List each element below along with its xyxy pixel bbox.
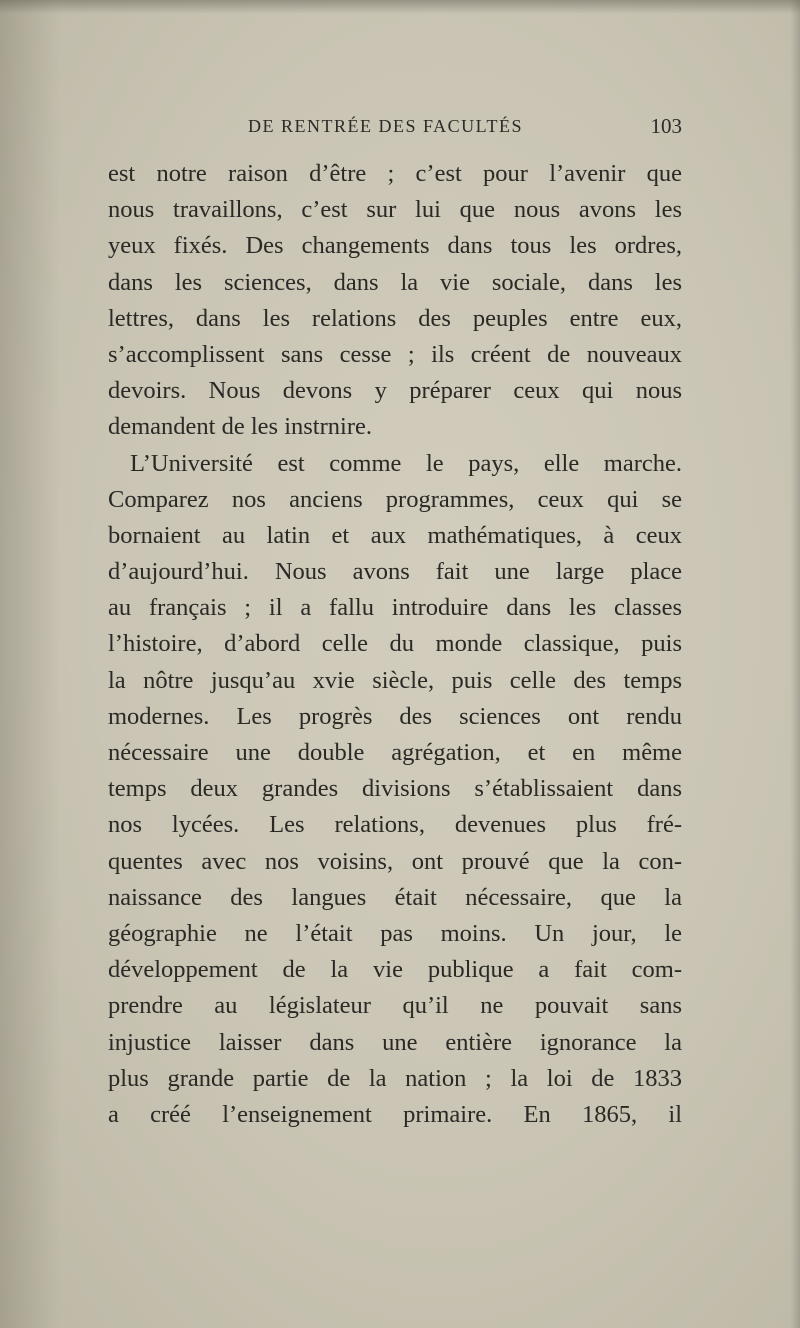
text-line: la nôtre jusqu’au xvie siècle, puis celle des temps <box>108 666 682 694</box>
text-line: quentes avec nos voisins, ont prouvé que la con- <box>108 847 682 875</box>
body-text <box>108 156 682 1133</box>
text-line: bornaient au latin et aux mathématiques, à ceux <box>108 521 682 549</box>
running-header <box>108 116 682 142</box>
text-line: Comparez nos anciens programmes, ceux qui se <box>108 485 682 513</box>
text-line: prendre au législateur qu’il ne pouvait sans <box>108 992 682 1020</box>
text-line: yeux fixés. Des changements dans tous les ordres, <box>108 232 682 260</box>
text-line: développement de la vie publique a fait com- <box>108 956 682 984</box>
text-line: au français ; il a fallu introduire dans les classes <box>108 594 682 622</box>
text-line: temps deux grandes divisions s’établissaient dans <box>108 775 682 803</box>
page-number: 103 <box>650 114 682 138</box>
text-line: lettres, dans les relations des peuples entre eux, <box>108 304 682 332</box>
text-line: L’Université est comme le pays, elle marche. <box>130 449 682 477</box>
text-line: nous travaillons, c’est sur lui que nous avons les <box>108 196 682 224</box>
text-line: injustice laisser dans une entière ignorance la <box>108 1028 682 1056</box>
text-line: demandent de les instrnire. <box>108 413 372 441</box>
text-line: est notre raison d’être ; c’est pour l’avenir que <box>108 160 682 187</box>
text-line: naissance des langues était nécessaire, que la <box>108 883 682 911</box>
text-line: géographie ne l’était pas moins. Un jour, le <box>108 919 682 947</box>
text-line: d’aujourd’hui. Nous avons fait une large place <box>108 558 682 586</box>
text-line: nécessaire une double agrégation, et en même <box>108 739 682 766</box>
running-title: DE RENTRÉE DES FACULTÉS <box>248 116 524 136</box>
page-edge-shadow <box>790 0 800 1328</box>
text-line: s’accomplissent sans cesse ; ils créent de nouveaux <box>108 340 682 368</box>
text-line: a créé l’enseignement primaire. En 1865, il <box>108 1100 682 1128</box>
text-line: l’histoire, d’abord celle du monde classique, puis <box>108 630 682 658</box>
text-line: devoirs. Nous devons y préparer ceux qui nous <box>108 377 682 405</box>
text-line: dans les sciences, dans la vie sociale, dans les <box>108 268 682 296</box>
text-line: plus grande partie de la nation ; la loi de 1833 <box>108 1064 682 1092</box>
text-line: modernes. Les progrès des sciences ont rendu <box>108 702 682 730</box>
text-line: nos lycées. Les relations, devenues plus fré- <box>108 811 682 839</box>
